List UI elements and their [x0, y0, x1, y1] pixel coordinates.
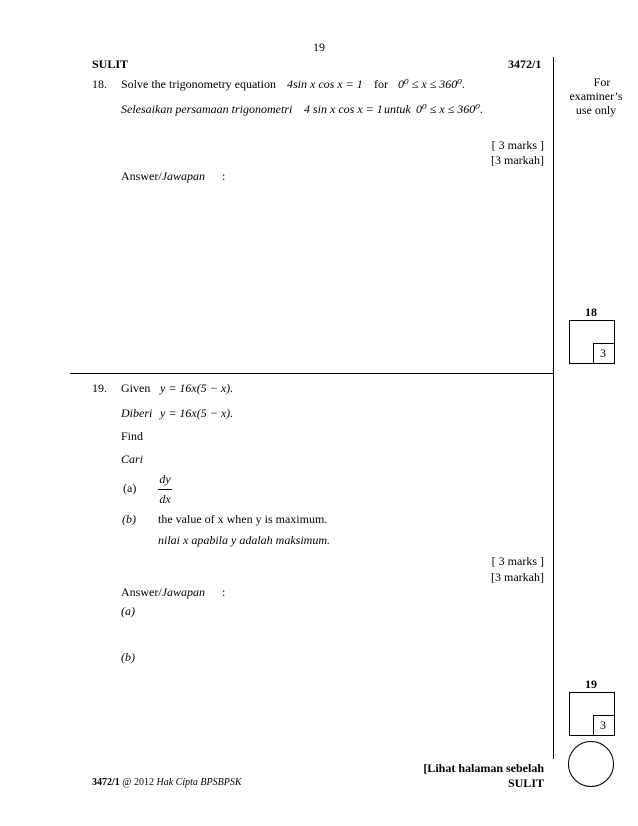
margin-divider	[553, 57, 554, 759]
q19-box-number: 19	[585, 677, 597, 691]
side-label-examiners: examiner’s	[569, 89, 623, 103]
header-code: 3472/1	[508, 57, 542, 71]
q18-marks-en: [ 3 marks ]	[491, 138, 544, 152]
q19-dx: dx	[159, 492, 171, 506]
question-separator	[70, 373, 553, 374]
q18-answer-label: Answer/	[121, 169, 162, 183]
q19-box-marks: 3	[600, 718, 606, 732]
q18-answer-label-ms: Jawapan	[161, 169, 206, 183]
q18-english-equation: 4sin x cos x = 1	[287, 77, 363, 91]
q19-marks-en: [ 3 marks ]	[491, 554, 544, 568]
q18-marks-ms: [3 markah]	[491, 153, 544, 167]
q19-part-b: (b)	[122, 512, 136, 526]
footer-year: @ 2012	[122, 777, 154, 788]
q18-english-for: for	[374, 77, 388, 91]
header-sulit: SULIT	[92, 57, 129, 71]
footer-code: 3472/1	[92, 777, 120, 788]
q18-malay-text: Selesaikan persamaan trigonometri	[121, 102, 293, 116]
q19-part-a: (a)	[123, 481, 137, 495]
q19-answer-a: (a)	[121, 604, 135, 618]
footer-hak: Hak Cipta BPSBPSK	[156, 777, 242, 788]
q19-dy: dy	[159, 472, 171, 486]
footer-sulit: SULIT	[507, 776, 544, 790]
fraction-bar	[158, 489, 172, 490]
page-number: 19	[313, 40, 325, 54]
q19-diberi: Diberi	[121, 406, 153, 420]
q19-answer-b: (b)	[121, 650, 135, 664]
q19-answer-label-ms: Jawapan	[161, 585, 206, 599]
side-label-for: For	[593, 75, 611, 89]
q19-part-b-english: the value of x when y is maximum.	[158, 512, 328, 526]
q18-malay-range: 0⁰ ≤ x ≤ 360⁰.	[416, 102, 484, 116]
q19-part-b-malay: nilai x apabila y adalah maksimum.	[158, 533, 330, 547]
q18-english-text: Solve the trigonometry equation	[121, 77, 276, 91]
side-label-use-only: use only	[575, 103, 617, 117]
q18-malay-untuk: untuk	[384, 102, 411, 116]
q19-answer-label: Answer/	[121, 585, 162, 599]
q18-number: 18.	[92, 77, 107, 91]
q19-answer-colon: :	[222, 585, 226, 599]
q18-malay-equation: 4 sin x cos x = 1	[304, 102, 383, 116]
q18-box-marks: 3	[600, 346, 606, 360]
total-score-circle[interactable]	[568, 741, 614, 787]
q19-marks-ms: [3 markah]	[491, 570, 544, 584]
q19-given-equation: y = 16x(5 − x).	[160, 381, 234, 395]
q19-cari: Cari	[121, 452, 144, 466]
footer-copyright	[92, 777, 242, 788]
q19-find: Find	[121, 429, 144, 443]
q19-derivative-fraction	[158, 472, 172, 507]
q19-number: 19.	[92, 381, 107, 395]
q18-answer-colon: :	[222, 169, 226, 183]
q19-diberi-equation: y = 16x(5 − x).	[160, 406, 234, 420]
q19-given: Given	[121, 381, 151, 395]
footer-lihat: [Lihat halaman sebelah	[423, 761, 544, 775]
q18-box-number: 18	[585, 305, 597, 319]
q18-english-range: 0⁰ ≤ x ≤ 360⁰.	[398, 77, 466, 91]
